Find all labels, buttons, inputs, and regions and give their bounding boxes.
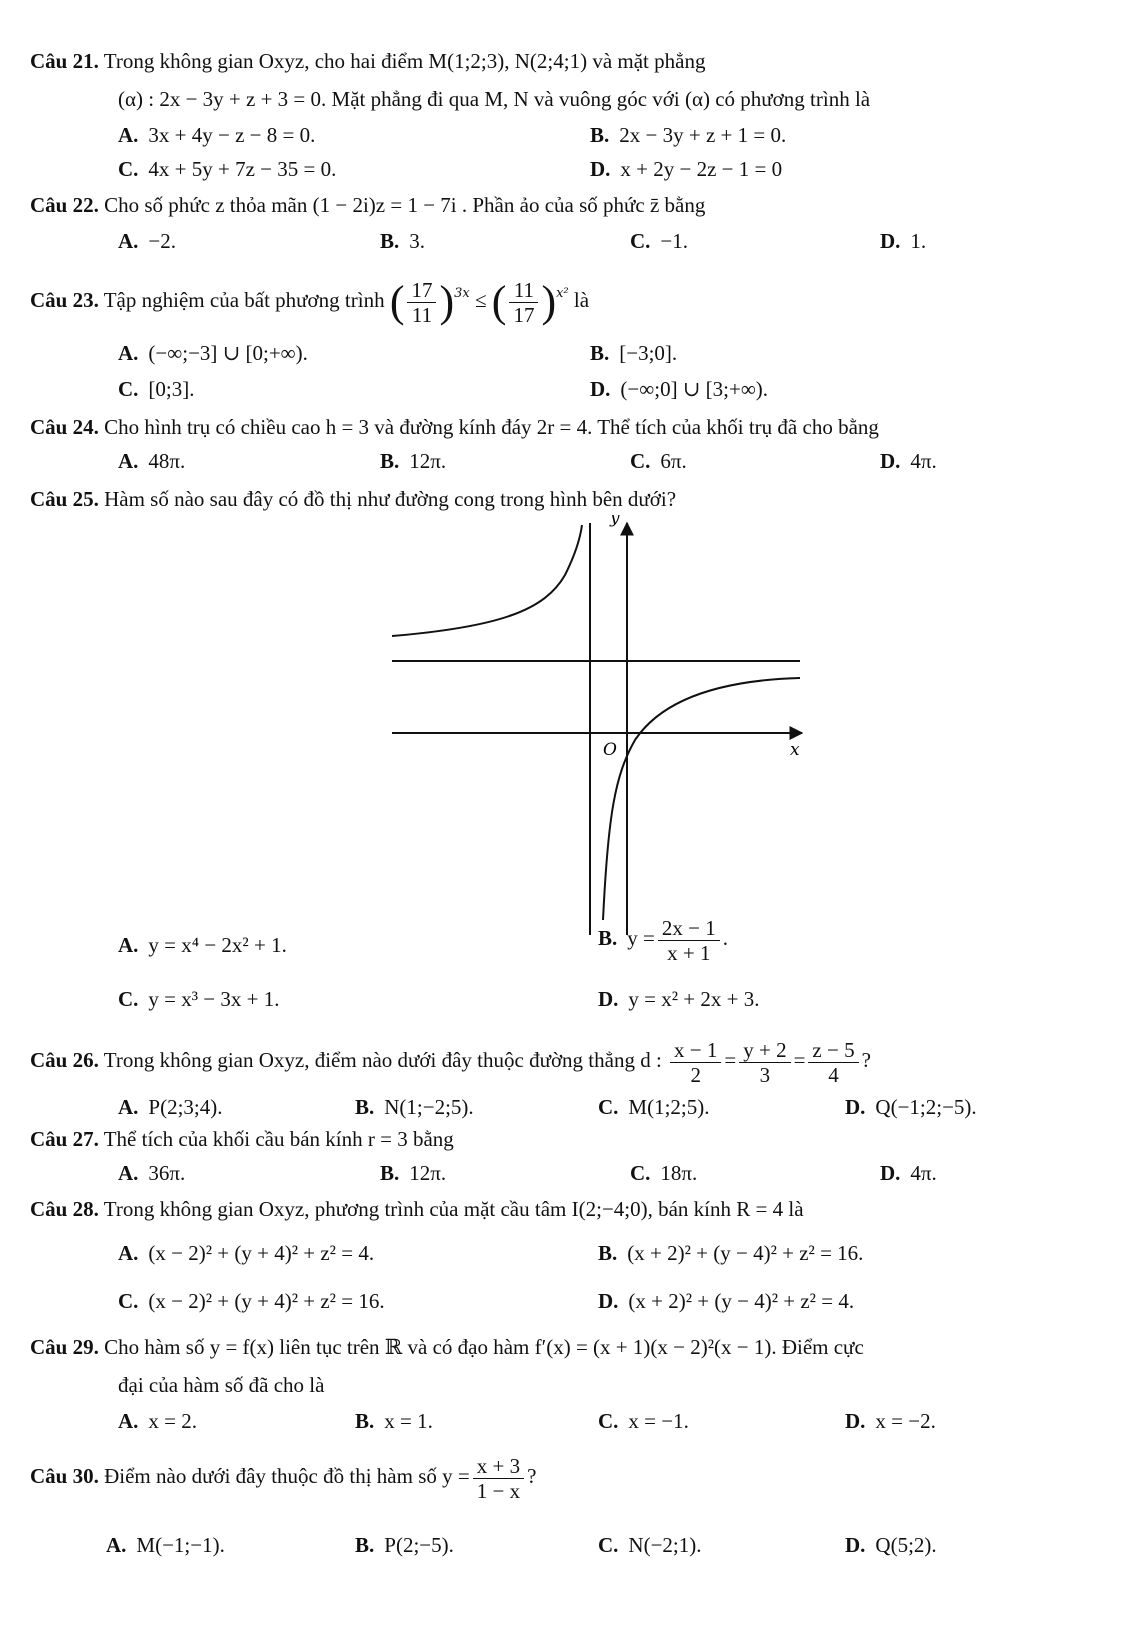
question-24 (30, 414, 879, 440)
fraction-11-17: $\frac{11}{17}$ (509, 278, 538, 327)
question-text: Trong không gian Oxyz, điểm nào dưới đây thuộc đường thẳng d : (103, 1048, 662, 1072)
option-d[interactable]: D. (−∞;0] ∪ [3;+∞). (590, 377, 769, 401)
question-text: Cho hình trụ có chiều cao h = 3 và đường kính đáy 2r = 4. Thể tích của khối trụ đã cho bằng (104, 415, 879, 439)
origin-label: O (603, 740, 617, 760)
option-a[interactable]: A. (x − 2)² + (y + 4)² + z² = 4. (118, 1241, 375, 1265)
option-a[interactable]: A. y = x⁴ − 2x² + 1. (118, 933, 287, 957)
fraction: $\frac{x + 3}{1 - x}$ (473, 1454, 524, 1503)
question-number: Câu 28. (30, 1197, 99, 1221)
option-a[interactable]: A. (−∞;−3] ∪ [0;+∞). (118, 341, 308, 365)
question-22 (30, 192, 705, 218)
question-25 (30, 486, 676, 512)
question-text: Tập nghiệm của bất phương trình (103, 288, 385, 312)
option-c[interactable]: C. y = x³ − 3x + 1. (118, 987, 280, 1011)
x-axis-label: x (790, 740, 800, 760)
option-d[interactable]: D. x + 2y − 2z − 1 = 0 (590, 157, 783, 181)
question-26: Câu 26. Trong không gian Oxyz, điểm nào dưới đây thuộc đường thẳng d : $\frac{x - 1}{2}$ = $\frac{y + 2}{3}$ = $\frac{z - 5}{4}$ ? (30, 1037, 871, 1087)
question-number: Câu 21. (30, 49, 99, 73)
option-b[interactable]: B. N(1;−2;5). (355, 1095, 474, 1119)
question-29 (30, 1334, 864, 1360)
option-d[interactable]: D. 4π. (880, 1161, 937, 1185)
option-d[interactable]: D. 1. (880, 229, 927, 253)
curve-left-branch (392, 525, 582, 636)
question-text: Trong không gian Oxyz, cho hai điểm M(1;2;3), N(2;4;1) và mặt phẳng (103, 49, 706, 73)
question-30: Câu 30. Điểm nào dưới đây thuộc đồ thị hàm số y = $\frac{x + 3}{1 - x}$ ? (30, 1453, 537, 1503)
question-number: Câu 22. (30, 193, 99, 217)
option-b[interactable]: B. P(2;−5). (355, 1533, 454, 1557)
option-a[interactable]: A. 3x + 4y − z − 8 = 0. (118, 123, 316, 147)
option-b[interactable]: B. [−3;0]. (590, 341, 678, 365)
option-b[interactable]: B. x = 1. (355, 1409, 433, 1433)
question-number: Câu 27. (30, 1127, 99, 1151)
question-text: Hàm số nào sau đây có đồ thị như đường cong trong hình bên dưới? (104, 487, 677, 511)
option-a[interactable]: A. 36π. (118, 1161, 186, 1185)
question-27 (30, 1126, 454, 1152)
question-text: Thể tích của khối cầu bán kính r = 3 bằng (103, 1127, 454, 1151)
question-number: Câu 25. (30, 487, 99, 511)
question-text: Trong không gian Oxyz, phương trình của mặt cầu tâm I(2;−4;0), bán kính R = 4 là (103, 1197, 804, 1221)
option-d[interactable]: D. 4π. (880, 449, 937, 473)
question-number: Câu 30. (30, 1464, 99, 1488)
option-a[interactable]: A. 48π. (118, 449, 186, 473)
option-d[interactable]: D. y = x² + 2x + 3. (598, 987, 760, 1011)
question-23: Câu 23. Tập nghiệm của bất phương trình ( $\frac{17}{11}$ )$^{3x}$ ≤ ( $\frac{11}{17}$ )$^{x^2}$ là (30, 277, 590, 327)
question-text: Điểm nào dưới đây thuộc đồ thị hàm số (104, 1464, 437, 1488)
fraction-17-11: $\frac{17}{11}$ (407, 278, 436, 327)
option-d[interactable]: D. (x + 2)² + (y − 4)² + z² = 4. (598, 1289, 855, 1313)
question-text: Cho số phức z thỏa mãn (1 − 2i)z = 1 − 7i . Phần ảo của số phức z̄ bằng (104, 193, 706, 217)
option-a[interactable]: A. x = 2. (118, 1409, 198, 1433)
question-28 (30, 1196, 804, 1222)
question-21-continued: (α) : 2x − 3y + z + 3 = 0. Mặt phẳng đi qua M, N và vuông góc với (α) có phương trình là (118, 87, 871, 111)
option-d[interactable]: D. x = −2. (845, 1409, 936, 1433)
question-number: Câu 24. (30, 415, 99, 439)
fraction-y: $\frac{y + 2}{3}$ (739, 1038, 790, 1087)
option-c[interactable]: C. N(−2;1). (598, 1533, 702, 1557)
fraction: $\frac{2x - 1}{x + 1}$ (658, 916, 720, 965)
option-c[interactable]: C. 6π. (630, 449, 687, 473)
curve-right-branch (603, 678, 800, 920)
option-c[interactable]: C. 4x + 5y + 7z − 35 = 0. (118, 157, 337, 181)
option-c[interactable]: C. (x − 2)² + (y + 4)² + z² = 16. (118, 1289, 385, 1313)
question-21 (30, 48, 705, 74)
question-number: Câu 23. (30, 288, 99, 312)
option-c[interactable]: C. M(1;2;5). (598, 1095, 710, 1119)
option-b[interactable]: B. 2x − 3y + z + 1 = 0. (590, 123, 787, 147)
question-29-continued: đại của hàm số đã cho là (118, 1373, 325, 1397)
option-b[interactable]: B. y = $\frac{2x - 1}{x + 1}$ . (598, 915, 728, 965)
question-text: Cho hàm số y = f(x) liên tục trên ℝ và có đạo hàm f′(x) = (x + 1)(x − 2)²(x − 1). Điểm cực (104, 1335, 864, 1359)
option-b[interactable]: B. 12π. (380, 449, 447, 473)
question-number: Câu 26. (30, 1048, 99, 1072)
fraction-z: $\frac{z - 5}{4}$ (808, 1038, 858, 1087)
option-b[interactable]: B. 3. (380, 229, 426, 253)
function-graph (390, 515, 820, 935)
option-a[interactable]: A. P(2;3;4). (118, 1095, 223, 1119)
option-b[interactable]: B. 12π. (380, 1161, 447, 1185)
y-axis-label: y (610, 515, 620, 528)
question-number: Câu 29. (30, 1335, 99, 1359)
option-b[interactable]: B. (x + 2)² + (y − 4)² + z² = 16. (598, 1241, 864, 1265)
option-c[interactable]: C. x = −1. (598, 1409, 689, 1433)
option-d[interactable]: D. Q(−1;2;−5). (845, 1095, 977, 1119)
option-a[interactable]: A. M(−1;−1). (106, 1533, 225, 1557)
option-a[interactable]: A. −2. (118, 229, 177, 253)
option-c[interactable]: C. −1. (630, 229, 689, 253)
option-c[interactable]: C. 18π. (630, 1161, 698, 1185)
option-d[interactable]: D. Q(5;2). (845, 1533, 937, 1557)
fraction-x: $\frac{x - 1}{2}$ (670, 1038, 721, 1087)
option-c[interactable]: C. [0;3]. (118, 377, 195, 401)
